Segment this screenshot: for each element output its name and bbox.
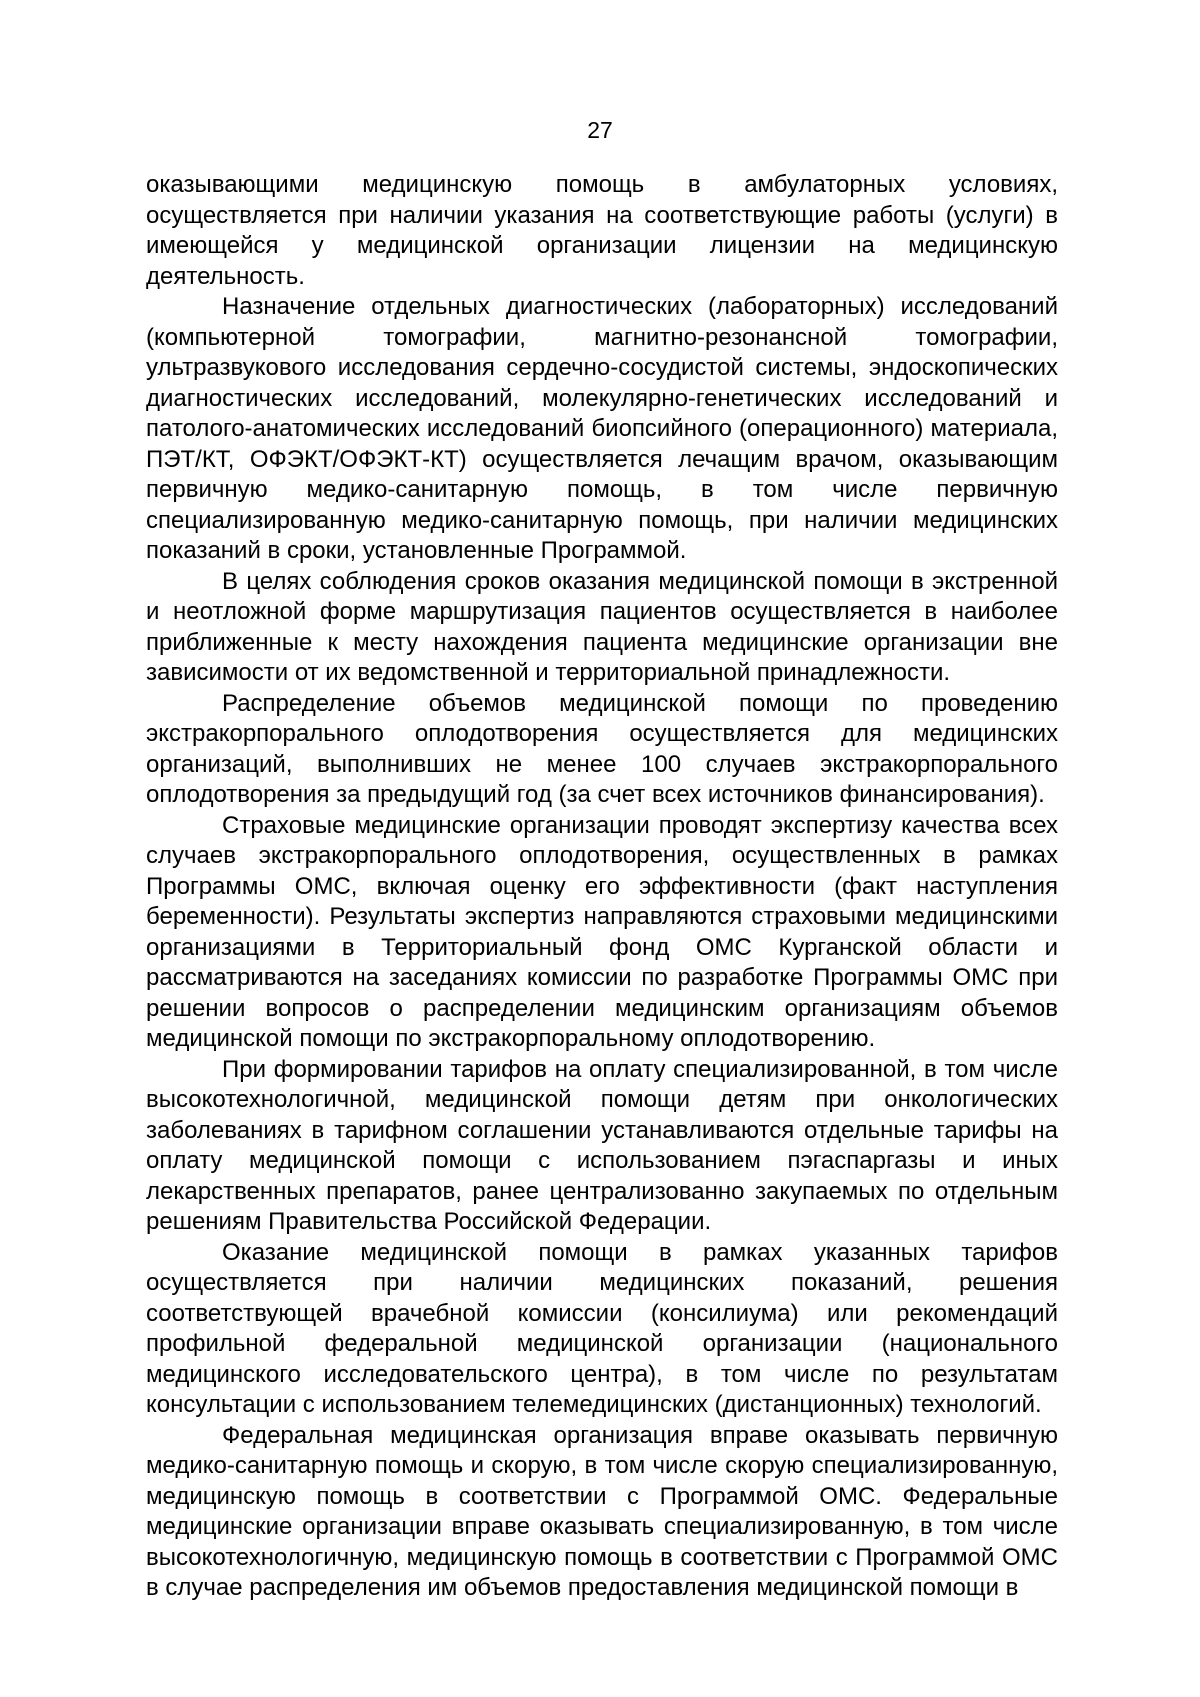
paragraph-federal-organizations: Федеральная медицинская организация вправе оказывать первичную медико-санитарную помощь и скорую, в том числе скорую специализированную, медицинскую помощь в соответствии с Программой ОМС. Федеральные медицинские организации вправе оказывать специализированную, в том числе высокотехнологичную, медицинскую помощь в соответствии с Программой ОМС в случае распределения им объемов предоставления медицинской помощи в — [146, 1421, 1058, 1601]
paragraph-ivf-volume-distribution: Распределение объемов медицинской помощи по проведению экстракорпорального оплодотворения осуществляется для медицинских организаций, выполнивших не менее 100 случаев экстракорпорального оплодотворения за предыдущий год (за счет всех источников финансирования). — [146, 689, 1058, 808]
paragraph-continuation: оказывающими медицинскую помощь в амбулаторных условиях, осуществляется при наличии указания на соответствующие работы (услуги) в имеющейся у медицинской организации лицензии на медицинскую деятельность. — [146, 171, 1058, 290]
paragraph-emergency-routing: В целях соблюдения сроков оказания медицинской помощи в экстренной и неотложной форме маршрутизация пациентов осуществляется в наиболее приближенные к месту нахождения пациента медицинские организации вне зависимости от их ведомственной и территориальной принадлежности. — [146, 567, 1058, 686]
paragraph-tariff-care-provision: Оказание медицинской помощи в рамках указанных тарифов осуществляется при наличии медицинских показаний, решения соответствующей врачебной комиссии (консилиума) или рекомендаций профильной федеральной медицинской организации (национального медицинского исследовательского центра), в том числе по результатам консультации с использованием телемедицинских (дистанционных) технологий. — [146, 1238, 1058, 1418]
document-body — [146, 170, 1058, 1604]
page-number: 27 — [587, 117, 613, 143]
paragraph-diagnostic-appointment: Назначение отдельных диагностических (лабораторных) исследований (компьютерной томографии, магнитно-резонансной томографии, ультразвукового исследования сердечно-сосудистой системы, эндоскопических диагностических исследований, молекулярно-генетических исследований и патолого-анатомических исследований биопсийного (операционного) материала, ПЭТ/КТ, ОФЭКТ/ОФЭКТ-КТ) осуществляется лечащим врачом, оказывающим первичную медико-санитарную помощь, в том числе первичную специализированную медико-санитарную помощь, при наличии медицинских показаний в сроки, установленные Программой. — [146, 293, 1058, 564]
paragraph-insurance-expertise: Страховые медицинские организации проводят экспертизу качества всех случаев экстракорпорального оплодотворения, осуществленных в рамках Программы ОМС, включая оценку его эффективности (факт наступления беременности). Результаты экспертиз направляются страховыми медицинскими организациями в Территориальный фонд ОМС Курганской области и рассматриваются на заседаниях комиссии по разработке Программы ОМС при решении вопросов о распределении медицинским организациям объемов медицинской помощи по экстракорпоральному оплодотворению. — [146, 811, 1058, 1052]
paragraph-oncology-tariffs: При формировании тарифов на оплату специализированной, в том числе высокотехнологичной, медицинской помощи детям при онкологических заболеваниях в тарифном соглашении устанавливаются отдельные тарифы на оплату медицинской помощи с использованием пэгаспаргазы и иных лекарственных препаратов, ранее централизованно закупаемых по отдельным решениям Правительства Российской Федерации. — [146, 1055, 1058, 1235]
